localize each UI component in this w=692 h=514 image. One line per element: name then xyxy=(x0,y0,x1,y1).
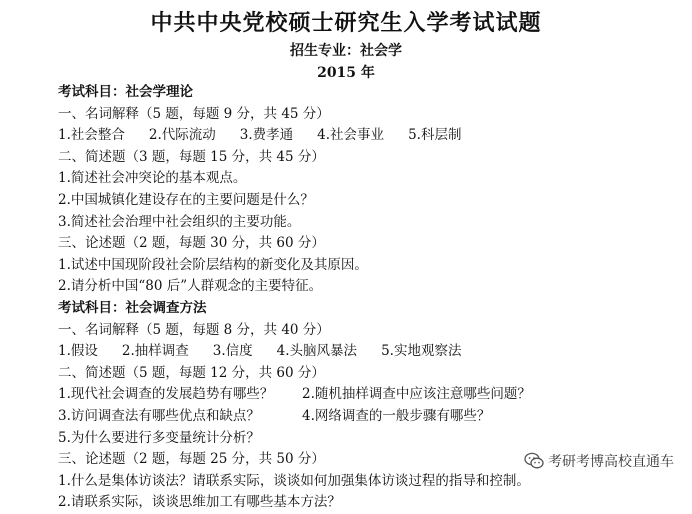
question-row xyxy=(58,384,688,406)
section-heading: 三、论述题（2 题，每题 30 分，共 60 分） xyxy=(58,235,325,252)
term-item: 4.社会事业 xyxy=(317,127,385,144)
term-item: 1.假设 xyxy=(58,343,98,360)
term-item: 5.科层制 xyxy=(408,127,462,144)
major-label: 招生专业：社会学 xyxy=(290,43,402,59)
section-heading: 三、论述题（2 题，每题 25 分，共 50 分） xyxy=(58,451,325,468)
question: 1.试述中国现阶段社会阶层结构的新变化及其原因。 xyxy=(58,256,368,273)
watermark xyxy=(524,450,674,472)
subject-heading: 考试科目：社会学理论 xyxy=(58,84,193,100)
term-item: 2.代际流动 xyxy=(148,127,216,144)
section-heading: 二、简述题（3 题，每题 15 分，共 45 分） xyxy=(58,148,325,165)
question: 1.现代社会调查的发展趋势有哪些？ xyxy=(58,386,274,403)
watermark-text: 考研考博高校直通车 xyxy=(548,454,674,470)
question: 5.为什么要进行多变量统计分析？ xyxy=(58,429,260,446)
term-item: 4.头脑风暴法 xyxy=(276,343,358,360)
section-heading: 一、名词解释（5 题，每题 8 分，共 40 分） xyxy=(58,321,330,338)
question: 1.什么是集体访谈法？请联系实际，谈谈如何加强集体访谈过程的指导和控制。 xyxy=(58,472,530,489)
term-item: 3.费孝通 xyxy=(239,127,294,144)
wechat-icon xyxy=(524,452,544,470)
question: 3.简述社会治理中社会组织的主要功能。 xyxy=(58,213,301,230)
question: 2.请联系实际，谈谈思维加工有哪些基本方法？ xyxy=(58,494,341,511)
question: 1.简述社会冲突论的基本观点。 xyxy=(58,170,247,187)
question: 4.网络调查的一般步骤有哪些？ xyxy=(302,407,491,424)
term-item: 3.信度 xyxy=(212,343,253,360)
subject-heading: 考试科目：社会调查方法 xyxy=(58,299,207,316)
exam-year: 2015 年 xyxy=(317,65,375,81)
section-heading: 二、简述题（5 题，每题 12 分，共 60 分） xyxy=(58,364,325,381)
term-list xyxy=(58,125,688,147)
question: 2.中国城镇化建设存在的主要问题是什么？ xyxy=(58,191,314,208)
term-item: 1.社会整合 xyxy=(58,127,125,144)
question: 3.访问调查法有哪些优点和缺点？ xyxy=(58,407,260,424)
page-title: 中共中央党校硕士研究生入学考试试题 xyxy=(150,11,542,36)
question-row xyxy=(58,406,688,428)
question: 2.随机抽样调查中应该注意哪些问题？ xyxy=(302,386,531,403)
term-item: 5.实地观察法 xyxy=(381,343,462,360)
term-list xyxy=(58,341,688,363)
section-heading: 一、名词解释（5 题，每题 9 分，共 45 分） xyxy=(58,105,330,122)
term-item: 2.抽样调查 xyxy=(121,343,189,360)
question: 2.请分析中国“80 后”人群观念的主要特征。 xyxy=(58,278,323,295)
